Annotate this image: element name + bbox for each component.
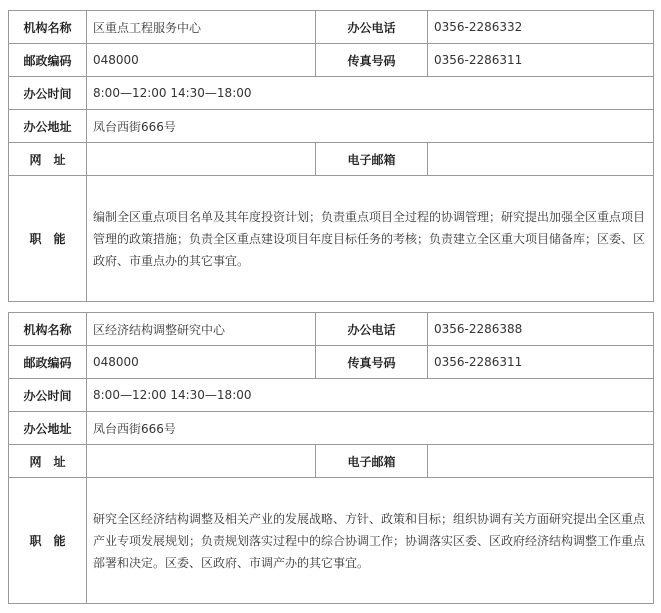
label-email: 电子邮箱 — [316, 143, 428, 176]
postcode-value: 048000 — [87, 44, 316, 77]
hours-value: 8:00—12:00 14:30—18:00 — [87, 77, 654, 110]
label-website: 网 址 — [9, 445, 87, 478]
duty-value: 研究全区经济结构调整及相关产业的发展战略、方针、政策和目标；组织协调有关方面研究提出全区重点产业专项发展规划；负责规划落实过程中的综合协调工作；协调落实区委、区政府经济结构调整工作重点部署和决定。区委、区政府、市调产办的其它事宜。 — [87, 478, 654, 604]
address-value: 凤台西街666号 — [87, 412, 654, 445]
label-address: 办公地址 — [9, 412, 87, 445]
phone-value: 0356-2286388 — [428, 313, 654, 346]
label-name: 机构名称 — [9, 11, 87, 44]
label-address: 办公地址 — [9, 110, 87, 143]
label-fax: 传真号码 — [316, 346, 428, 379]
address-value: 凤台西街666号 — [87, 110, 654, 143]
label-postcode: 邮政编码 — [9, 346, 87, 379]
email-value — [428, 143, 654, 176]
org-name: 区重点工程服务中心 — [87, 11, 316, 44]
label-email: 电子邮箱 — [316, 445, 428, 478]
label-duty: 职 能 — [9, 478, 87, 604]
org-table-1 — [8, 10, 654, 302]
fax-value: 0356-2286311 — [428, 346, 654, 379]
label-fax: 传真号码 — [316, 44, 428, 77]
fax-value: 0356-2286311 — [428, 44, 654, 77]
label-phone: 办公电话 — [316, 11, 428, 44]
phone-value: 0356-2286332 — [428, 11, 654, 44]
website-value — [87, 143, 316, 176]
label-phone: 办公电话 — [316, 313, 428, 346]
label-website: 网 址 — [9, 143, 87, 176]
hours-value: 8:00—12:00 14:30—18:00 — [87, 379, 654, 412]
label-hours: 办公时间 — [9, 379, 87, 412]
label-name: 机构名称 — [9, 313, 87, 346]
label-postcode: 邮政编码 — [9, 44, 87, 77]
website-value — [87, 445, 316, 478]
label-hours: 办公时间 — [9, 77, 87, 110]
duty-value: 编制全区重点项目名单及其年度投资计划；负责重点项目全过程的协调管理；研究提出加强全区重点项目管理的政策措施；负责全区重点建设项目年度目标任务的考核；负责建立全区重大项目储备库；区委、区政府、市重点办的其它事宜。 — [87, 176, 654, 302]
label-duty: 职 能 — [9, 176, 87, 302]
postcode-value: 048000 — [87, 346, 316, 379]
email-value — [428, 445, 654, 478]
org-table-2 — [8, 312, 654, 604]
org-name: 区经济结构调整研究中心 — [87, 313, 316, 346]
